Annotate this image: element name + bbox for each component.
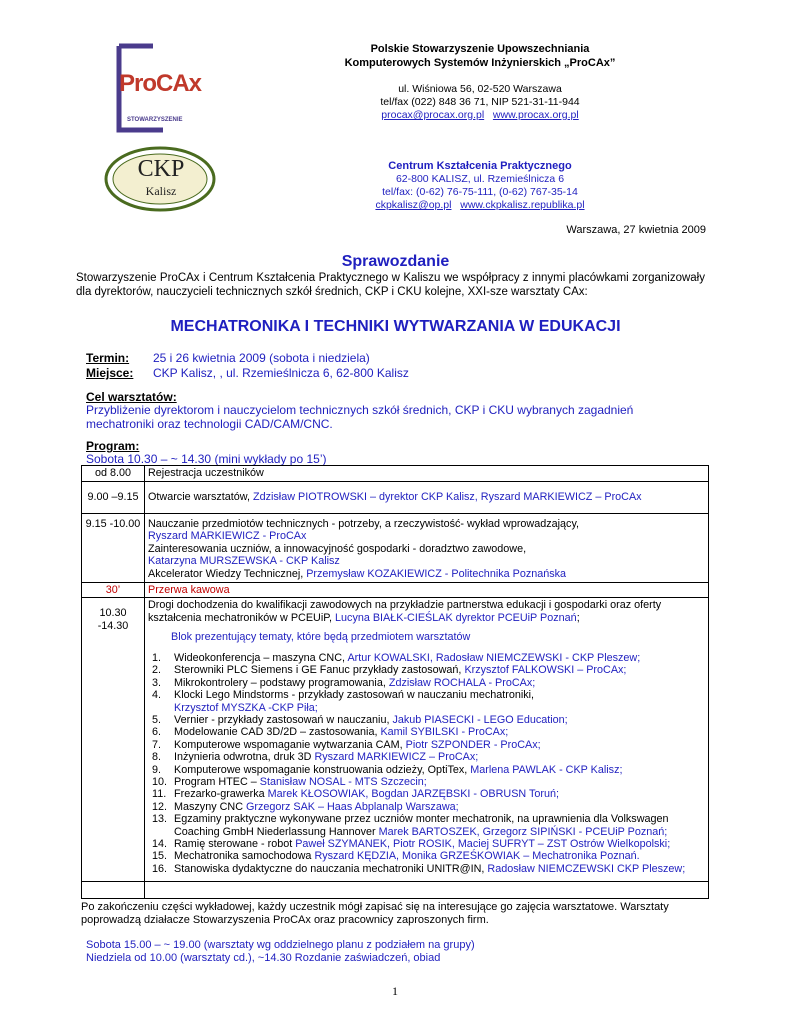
- list-item: [152, 813, 705, 825]
- topic-number: 12.: [152, 800, 168, 813]
- list-item: [152, 689, 705, 701]
- topic-speaker: Zdzisław ROCHALA - ProCAx;: [388, 676, 536, 689]
- procax-logo-subtitle: STOWARZYSZENIE: [127, 117, 183, 123]
- list-item: [152, 863, 705, 875]
- opening-text: Otwarcie warsztatów,: [148, 490, 254, 503]
- topic-text: [174, 788, 559, 800]
- topic-text: [174, 714, 568, 726]
- time-cell: [82, 598, 145, 882]
- topic-number: 14.: [152, 838, 168, 851]
- topic-text: [174, 726, 508, 738]
- ckp-logo: [104, 146, 216, 212]
- org1-address: ul. Wiśniowa 56, 02-520 Warszawa: [398, 83, 562, 95]
- topic-number: [152, 702, 174, 714]
- goal-line-1: Przybliżenie dyrektorom i nauczycielom technicznych szkół średnich, CKP i CKU wybranych zagadnień: [86, 403, 634, 417]
- list-item: [152, 788, 705, 800]
- activity-cell: Przerwa kawowa: [145, 582, 709, 598]
- list-item: [152, 677, 705, 689]
- activity-cell: [145, 513, 709, 582]
- miejsce-value: CKP Kalisz, , ul. Rzemieślnicza 6, 62-800 Kalisz: [153, 366, 409, 380]
- topic-text: [174, 838, 670, 850]
- goal-line-2: mechatroniki oraz technologii CAD/CAM/CNC.: [86, 417, 333, 431]
- org1-website-link[interactable]: www.procax.org.pl: [492, 109, 579, 121]
- list-item: [152, 664, 705, 676]
- lecture-3-title: Akcelerator Wiedzy Technicznej,: [148, 567, 307, 580]
- org1-contacts: [300, 109, 660, 122]
- list-item: [152, 726, 705, 738]
- topic-speaker: Krzysztof FALKOWSKI – ProCAx;: [464, 664, 627, 677]
- topic-number: 13.: [152, 813, 168, 826]
- list-item: [152, 838, 705, 850]
- time-end: -14.30: [97, 619, 129, 632]
- topic-speaker: Kamil SYBILSKI - ProCAx;: [380, 726, 509, 739]
- table-row: [82, 598, 709, 882]
- topic-number: 15.: [152, 850, 168, 863]
- topic-speaker: Grzegorz SAK – Haas Abplanalp Warszawa;: [246, 800, 459, 813]
- topic-text: [174, 801, 459, 813]
- topic-text: [174, 863, 685, 875]
- list-item: [152, 714, 705, 726]
- topic-title: Program HTEC –: [174, 776, 260, 788]
- footer-paragraph-line1: Po zakończeniu części wykładowej, każdy uczestnik mógł zapisać się na interesujące go zajęcia warsztatowe. Warsztaty: [81, 901, 669, 913]
- topic-text: [174, 764, 622, 776]
- list-item: [152, 739, 705, 751]
- org2-website-link[interactable]: www.ckpkalisz.republika.pl: [460, 199, 585, 211]
- session-description-line2: [148, 612, 705, 625]
- miejsce-label: Miejsce:: [86, 366, 134, 380]
- topic-title: Klocki Lego Mindstorms - przykłady zastosowań w nauczaniu mechatroniki,: [174, 689, 535, 702]
- topic-number: 9.: [152, 763, 162, 776]
- topic-text: [174, 702, 318, 714]
- procax-logo-text: ProCAx: [119, 70, 202, 97]
- topic-speaker: Radosław NIEMCZEWSKI CKP Pleszew;: [487, 862, 686, 875]
- topic-title: Mechatronika samochodowa: [174, 850, 315, 863]
- topic-title: Maszyny CNC: [174, 800, 246, 813]
- topic-number: 1.: [152, 651, 162, 664]
- topic-title: Mikrokontrolery – podstawy programowania,: [174, 676, 389, 689]
- lecture-1-title: Nauczanie przedmiotów technicznych - potrzeby, a rzeczywistość- wykład wprowadzający,: [148, 517, 580, 530]
- topic-speaker: Stanisław NOSAL - MTS Szczecin;: [259, 776, 427, 788]
- list-item: [152, 652, 705, 664]
- org1-name-line2: Komputerowych Systemów Inżynierskich „ProCAx”: [344, 57, 616, 69]
- report-title: Sprawozdanie: [341, 253, 450, 270]
- document-date: Warszawa, 27 kwietnia 2009: [566, 224, 706, 236]
- topic-speaker: Krzysztof MYSZKA -CKP Piła;: [174, 701, 318, 714]
- table-row: [82, 513, 709, 582]
- topic-number: 6.: [152, 726, 162, 739]
- lecture-2-speaker: Katarzyna MURSZEWSKA - CKP Kalisz: [148, 555, 340, 568]
- list-item: [152, 751, 705, 763]
- org1-name-line1: Polskie Stowarzyszenie Upowszechniania: [370, 43, 590, 55]
- org2-phone: tel/fax: (0-62) 76-75-111, (0-62) 767-35-14: [382, 186, 578, 198]
- termin-value: 25 i 26 kwietnia 2009 (sobota i niedziela): [153, 351, 370, 365]
- topic-text: [174, 776, 427, 788]
- topic-number: 3.: [152, 676, 162, 689]
- time-cell: 9.15 -10.00: [82, 513, 145, 582]
- opening-speakers: Zdzisław PIOTROWSKI – dyrektor CKP Kalisz, Ryszard MARKIEWICZ – ProCAx: [253, 490, 642, 503]
- topic-title: Komputerowe wspomaganie wytwarzania CAM,: [174, 738, 406, 751]
- termin-label: Termin:: [86, 351, 130, 365]
- list-item: [152, 702, 705, 714]
- time-cell: 9.00 –9.15: [82, 481, 145, 513]
- session-description-text: kształcenia mechatroników w PCEUiP,: [148, 611, 336, 624]
- topic-number: [152, 826, 174, 838]
- program-session: Sobota 10.30 – ~ 14.30 (mini wykłady po 15’): [86, 452, 327, 466]
- activity-cell: [145, 882, 709, 899]
- topic-title: Egzaminy praktyczne wykonywane przez uczniów monter mechatronik, na uprawnienia dla Volkswagen: [174, 813, 669, 826]
- table-row: [82, 582, 709, 598]
- topic-speaker: Piotr SZPONDER - ProCAx;: [405, 738, 541, 751]
- session-punct: ;: [576, 611, 580, 624]
- topic-speaker: Ryszard KĘDZIA, Monika GRZEŚKOWIAK – Mechatronika Poznań.: [314, 850, 640, 863]
- topic-title: Frezarko-grawerka: [174, 788, 268, 801]
- org2-address: 62-800 KALISZ, ul. Rzemieślnicza 6: [395, 173, 565, 185]
- org2-email-link[interactable]: ckpkalisz@op.pl: [375, 199, 452, 211]
- topic-text: [174, 689, 534, 701]
- session-description-line1: Drogi dochodzenia do kwalifikacji zawodowych na przykładzie partnerstwa edukacji i gospodarki oraz oferty: [148, 599, 662, 612]
- topic-title: Stanowiska dydaktyczne do nauczania mechatroniki UNITR@IN,: [174, 862, 488, 875]
- topic-speaker: Marek KŁOSOWIAK, Bogdan JARZĘBSKI - OBRUSN Toruń;: [267, 788, 560, 801]
- topic-text: [174, 739, 541, 751]
- topic-number: 7.: [152, 738, 162, 751]
- topic-speaker: Paweł SZYMANEK, Piotr ROSIK, Maciej SUFRYT – ZST Ostrów Wielkopolski;: [295, 838, 671, 851]
- lecture-1-speaker: Ryszard MARKIEWICZ - ProCAx: [148, 530, 307, 543]
- topic-title: Komputerowe wspomaganie konstruowania odzieży, OptiTex,: [174, 763, 471, 776]
- list-item: [152, 801, 705, 813]
- topic-title: Inżynieria odwrotna, druk 3D: [174, 751, 315, 764]
- topic-text: [174, 652, 640, 664]
- org2-name: Centrum Kształcenia Praktycznego: [388, 160, 572, 172]
- workshop-title: MECHATRONIKA I TECHNIKI WYTWARZANIA W EDUKACJI: [170, 318, 621, 335]
- list-item: [152, 764, 705, 776]
- session-speaker: Lucyna BIAŁK-CIEŚLAK dyrektor PCEUiP Poznań: [335, 611, 577, 624]
- topic-title: Coaching GmbH Niederlassung Hannover: [174, 825, 379, 838]
- topic-number: 11.: [152, 788, 167, 801]
- topic-title: Wideokonferencja – maszyna CNC,: [174, 651, 348, 664]
- topic-number: 4.: [152, 689, 162, 702]
- table-row: [82, 882, 709, 899]
- topic-number: 5.: [152, 713, 162, 726]
- topic-speaker: Jakub PIASECKI - LEGO Education;: [392, 713, 568, 726]
- topic-text: [174, 664, 626, 676]
- topic-text: [174, 813, 669, 825]
- time-cell: [82, 882, 145, 899]
- procax-logo: [113, 40, 205, 136]
- lecture-2-title: Zainteresowania uczniów, a innowacyjność gospodarki - doradztwo zawodowe,: [148, 542, 527, 555]
- table-row: [82, 481, 709, 513]
- topic-text: [174, 751, 478, 763]
- time-start: 10.30: [99, 607, 127, 620]
- activity-cell: Rejestracja uczestników: [145, 466, 709, 482]
- page-number: 1: [392, 984, 398, 998]
- sunday-schedule: Niedziela od 10.00 (warsztaty cd.), ~14.30 Rozdanie zaświadczeń, obiad: [86, 952, 441, 964]
- topic-number: 8.: [152, 751, 162, 764]
- list-item: [152, 826, 705, 838]
- lecture-3: [148, 568, 705, 581]
- footer-paragraph-line2: poprowadzą działacze Stowarzyszenia ProCAx oraz pracownicy zaproszonych firm.: [81, 914, 489, 926]
- topic-title: Vernier - przykłady zastosowań w nauczaniu,: [174, 713, 393, 726]
- topic-title: Ramię sterowane - robot: [174, 838, 296, 851]
- program-table: [81, 465, 709, 899]
- topics-list: [148, 652, 705, 875]
- topic-title: Sterowniki PLC Siemens i GE Fanuc przykłady zastosowań,: [174, 664, 465, 677]
- topic-text: [174, 677, 535, 689]
- org1-email-link[interactable]: procax@procax.org.pl: [381, 109, 485, 121]
- table-row: [82, 466, 709, 482]
- topic-number: 10.: [152, 776, 168, 788]
- lecture-3-speaker: Przemysław KOZAKIEWICZ - Politechnika Poznańska: [306, 567, 567, 580]
- intro-paragraph: Stowarzyszenie ProCAx i Centrum Kształcenia Praktycznego w Kaliszu we współpracy z innymi placówkami zorganizowały dla dyrektorów, nauczycieli technicznych szkół średnich, CKP i CKU kolejne, XXI-sze warsztaty CAx:: [76, 272, 705, 298]
- org2-contacts: [300, 199, 660, 212]
- topic-number: 16.: [152, 862, 168, 875]
- topic-speaker: Artur KOWALSKI, Radosław NIEMCZEWSKI - CKP Pleszew;: [347, 651, 641, 664]
- activity-cell: [145, 598, 709, 882]
- time-cell: 30’: [82, 582, 145, 598]
- list-item: [152, 850, 705, 862]
- topic-text: [174, 826, 667, 838]
- topic-number: 2.: [152, 664, 162, 677]
- topics-block-heading: Blok prezentujący tematy, które będą przedmiotem warsztatów: [171, 631, 471, 644]
- topic-speaker: Marlena PAWLAK - CKP Kalisz;: [470, 763, 623, 776]
- list-item: [152, 776, 705, 788]
- time-cell: od 8.00: [82, 466, 145, 482]
- goal-label: Cel warsztatów:: [86, 390, 177, 404]
- saturday-schedule: Sobota 15.00 – ~ 19.00 (warsztaty wg oddzielnego planu z podziałem na grupy): [86, 939, 475, 951]
- topic-text: [174, 850, 640, 862]
- ckp-logo-city: Kalisz: [145, 184, 177, 198]
- program-label: Program:: [86, 439, 140, 453]
- org1-phone: tel/fax (022) 848 36 71, NIP 521-31-11-944: [380, 96, 580, 108]
- topic-speaker: Ryszard MARKIEWICZ – ProCAx;: [314, 751, 479, 764]
- topic-title: Modelowanie CAD 3D/2D – zastosowania,: [174, 726, 381, 739]
- activity-cell: [145, 481, 709, 513]
- ckp-logo-text: CKP: [137, 156, 185, 182]
- topic-speaker: Marek BARTOSZEK, Grzegorz SIPIŃSKI - PCEUiP Poznań;: [378, 825, 668, 838]
